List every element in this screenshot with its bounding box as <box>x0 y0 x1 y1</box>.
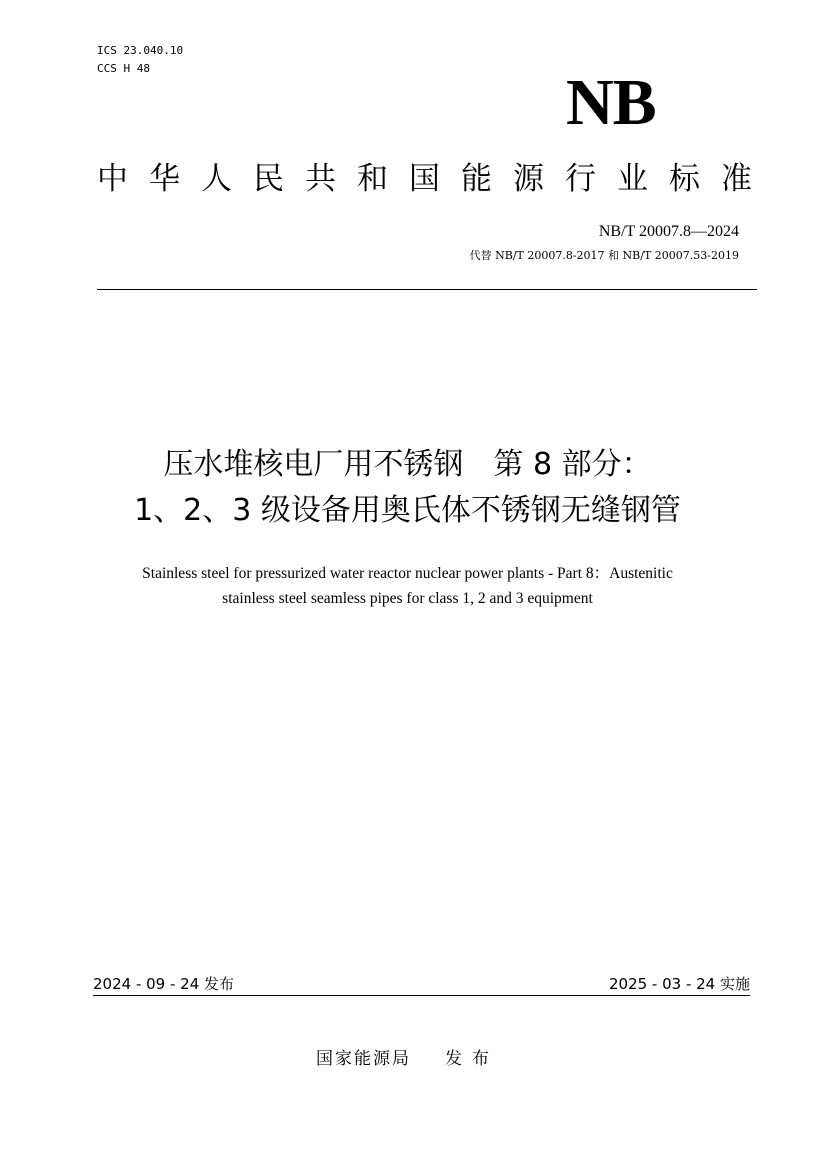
header-divider <box>97 289 757 290</box>
ccs-code: CCS H 48 <box>97 62 150 75</box>
date-divider <box>93 995 750 996</box>
standard-number: NB/T 20007.8—2024 <box>598 223 739 240</box>
implementation-date: 2025 - 03 - 24 实施 <box>608 975 750 993</box>
chinese-title <box>0 442 815 534</box>
issuing-organization: 国家能源局 <box>316 1049 411 1069</box>
issuer-line <box>0 1046 815 1072</box>
issue-action: 发布 <box>445 1049 499 1069</box>
standard-category-title: 中华人民共和国能源行业标准 <box>97 161 773 197</box>
chinese-title-line-1: 压水堆核电厂用不锈钢 第 8 部分： <box>163 447 652 482</box>
chinese-title-line-2: 1、2、3 级设备用奥氏体不锈钢无缝钢管 <box>134 493 681 528</box>
english-title <box>0 561 815 611</box>
replaces-note: 代替 NB/T 20007.8-2017 和 NB/T 20007.53-2019 <box>469 249 739 262</box>
english-title-line-2: stainless steel seamless pipes for class 1, 2 and 3 equipment <box>222 590 593 607</box>
english-title-line-1: Stainless steel for pressurized water reactor nuclear power plants - Part 8：Austenitic <box>142 565 673 582</box>
issue-date: 2024 - 09 - 24 发布 <box>93 975 235 993</box>
ics-code: ICS 23.040.10 <box>97 44 184 57</box>
nb-logo: NB <box>566 66 656 139</box>
